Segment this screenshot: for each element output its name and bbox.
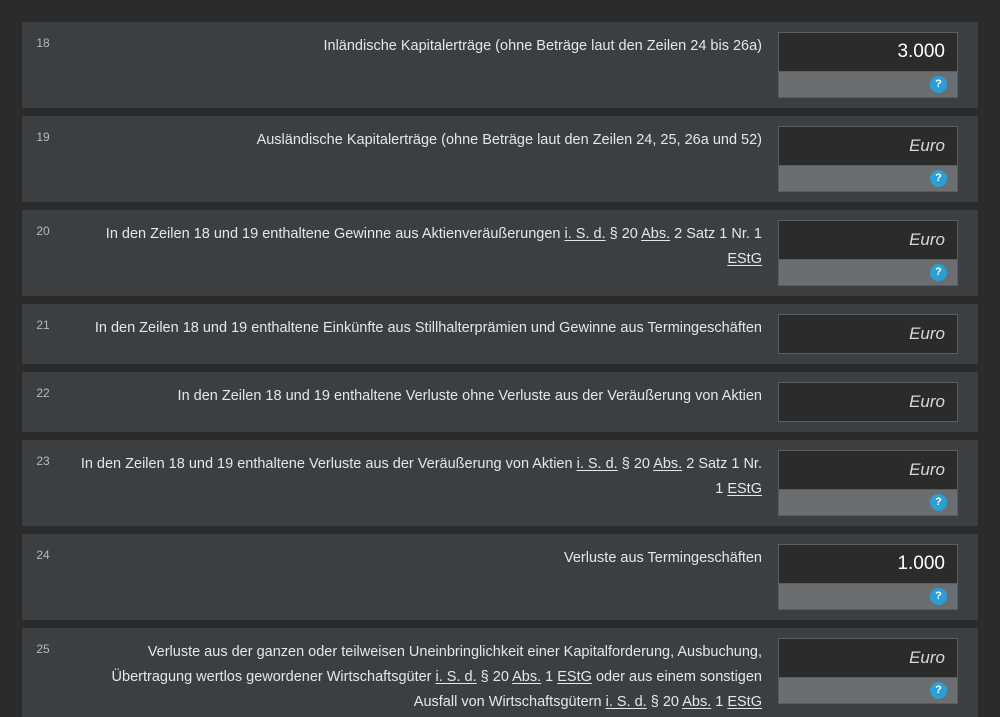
- row-number: 23: [36, 454, 50, 468]
- tax-form-rows: [0, 22, 1000, 717]
- amount-input[interactable]: Euro: [778, 314, 958, 354]
- row-fields: [778, 116, 978, 202]
- table-row: [22, 22, 978, 108]
- help-strip: [778, 584, 958, 610]
- row-fields: [778, 22, 978, 108]
- help-icon[interactable]: ?: [930, 682, 947, 699]
- row-label: In den Zeilen 18 und 19 enthaltene Gewinne aus Aktienveräußerungen i. S. d. § 20 Abs. 2 Satz 1 Nr. 1 EStG: [105, 226, 762, 267]
- help-strip: [778, 678, 958, 704]
- row-number: 21: [36, 318, 50, 332]
- help-icon[interactable]: ?: [930, 588, 947, 605]
- row-label: In den Zeilen 18 und 19 enthaltene Verluste ohne Verluste aus der Veräußerung von Aktien: [177, 388, 762, 404]
- row-label: In den Zeilen 18 und 19 enthaltene Verluste aus der Veräußerung von Aktien i. S. d. § 20 Abs. 2 Satz 1 Nr. 1 EStG: [80, 456, 762, 497]
- table-row: [22, 440, 978, 526]
- row-label: Verluste aus der ganzen oder teilweisen Uneinbringlichkeit einer Kapitalforderung, Ausbuchung, Übertragung wertlos gewordener Wirtschaftsgüter i. S. d. § 20 Abs. 1 EStG oder aus einem sonstigen Ausfall von Wirtschaftsgütern i. S. d. § 20 Abs. 1 EStG: [111, 644, 762, 710]
- row-number: 25: [36, 642, 50, 656]
- row-number: 22: [36, 386, 50, 400]
- amount-input[interactable]: Euro: [778, 382, 958, 422]
- table-row: [22, 534, 978, 620]
- help-icon[interactable]: ?: [930, 76, 947, 93]
- row-label: In den Zeilen 18 und 19 enthaltene Einkünfte aus Stillhalterprämien und Gewinne aus Termingeschäften: [94, 320, 762, 336]
- row-fields: [778, 210, 978, 296]
- top-spacer: [0, 0, 1000, 22]
- amount-input[interactable]: Euro: [778, 126, 958, 166]
- amount-input[interactable]: 3.000: [778, 32, 958, 72]
- amount-input[interactable]: Euro: [778, 220, 958, 260]
- row-label: Ausländische Kapitalerträge (ohne Beträge laut den Zeilen 24, 25, 26a und 52): [256, 132, 762, 148]
- table-row: [22, 304, 978, 364]
- row-label: Verluste aus Termingeschäften: [563, 550, 762, 566]
- row-fields: [778, 304, 978, 364]
- row-label: Inländische Kapitalerträge (ohne Beträge laut den Zeilen 24 bis 26a): [323, 38, 762, 54]
- row-number: 24: [36, 548, 50, 562]
- table-row: [22, 116, 978, 202]
- help-icon[interactable]: ?: [930, 170, 947, 187]
- help-icon[interactable]: ?: [930, 264, 947, 281]
- table-row: [22, 372, 978, 432]
- help-strip: [778, 166, 958, 192]
- table-row: [22, 628, 978, 717]
- row-number: 18: [36, 36, 50, 50]
- table-row: [22, 210, 978, 296]
- help-icon[interactable]: ?: [930, 494, 947, 511]
- help-strip: [778, 72, 958, 98]
- help-strip: [778, 490, 958, 516]
- row-fields: [778, 440, 978, 526]
- row-number: 20: [36, 224, 50, 238]
- amount-input[interactable]: Euro: [778, 638, 958, 678]
- row-fields: [778, 534, 978, 620]
- help-strip: [778, 260, 958, 286]
- row-fields: [778, 628, 978, 717]
- amount-input[interactable]: Euro: [778, 450, 958, 490]
- row-number: 19: [36, 130, 50, 144]
- amount-input[interactable]: 1.000: [778, 544, 958, 584]
- row-fields: [778, 372, 978, 432]
